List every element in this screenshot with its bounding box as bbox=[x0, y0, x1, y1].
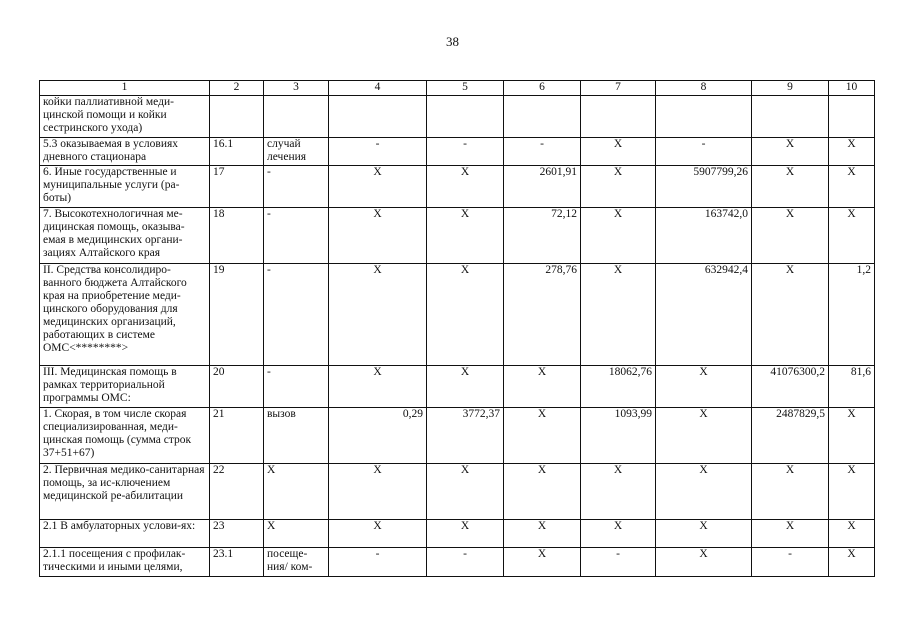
table-cell: X bbox=[656, 366, 752, 408]
page-number: 38 bbox=[446, 34, 459, 49]
header-cell: 6 bbox=[504, 81, 581, 96]
table-cell: X bbox=[829, 166, 875, 208]
table-cell: X bbox=[829, 520, 875, 548]
table-cell: 16.1 bbox=[210, 138, 264, 166]
table-cell: X bbox=[504, 408, 581, 464]
table-cell: - bbox=[656, 138, 752, 166]
table-row bbox=[40, 138, 875, 166]
table-cell: X bbox=[752, 166, 829, 208]
table-cell bbox=[504, 96, 581, 138]
table-cell: X bbox=[427, 166, 504, 208]
table-row bbox=[40, 166, 875, 208]
table-cell: X bbox=[752, 464, 829, 520]
table-cell: X bbox=[329, 366, 427, 408]
row-label: койки паллиативной меди-цинской помощи и койки сестринского ухода) bbox=[40, 96, 210, 138]
table-cell: X bbox=[752, 138, 829, 166]
table-cell: 0,29 bbox=[329, 408, 427, 464]
table-cell: - bbox=[329, 548, 427, 577]
table-cell: 1,2 bbox=[829, 264, 875, 366]
table-cell: X bbox=[656, 548, 752, 577]
row-label: II. Средства консолидиро-ванного бюджета Алтайского края на приобретение меди-цинского оборудования для медицинских организаций, работающих в системе ОМС<********> bbox=[40, 264, 210, 366]
table-cell: 18 bbox=[210, 208, 264, 264]
table-cell: посеще-ния/ ком- bbox=[264, 548, 329, 577]
table-cell: X bbox=[656, 408, 752, 464]
table-row bbox=[40, 208, 875, 264]
row-label: 6. Иные государственные и муниципальные услуги (ра-боты) bbox=[40, 166, 210, 208]
table-cell: - bbox=[427, 548, 504, 577]
header-row bbox=[40, 81, 875, 96]
table-cell: X bbox=[581, 464, 656, 520]
table-cell: X bbox=[829, 464, 875, 520]
data-table bbox=[39, 80, 875, 577]
table-cell: X bbox=[656, 520, 752, 548]
table-cell bbox=[264, 96, 329, 138]
header-cell: 10 bbox=[829, 81, 875, 96]
table-cell: X bbox=[427, 520, 504, 548]
table-cell: 23 bbox=[210, 520, 264, 548]
row-label: III. Медицинская помощь в рамках территориальной программы ОМС: bbox=[40, 366, 210, 408]
table-cell: X bbox=[264, 520, 329, 548]
table-cell: X bbox=[504, 548, 581, 577]
table-cell: X bbox=[829, 408, 875, 464]
table-cell: - bbox=[329, 138, 427, 166]
table-cell: вызов bbox=[264, 408, 329, 464]
table-row bbox=[40, 408, 875, 464]
table-cell: X bbox=[329, 208, 427, 264]
table-cell: - bbox=[264, 208, 329, 264]
table-cell: X bbox=[427, 464, 504, 520]
table-cell bbox=[329, 96, 427, 138]
table-cell bbox=[656, 96, 752, 138]
table-row bbox=[40, 464, 875, 520]
table-cell: 19 bbox=[210, 264, 264, 366]
table-cell bbox=[427, 96, 504, 138]
table-row bbox=[40, 366, 875, 408]
table-cell: 3772,37 bbox=[427, 408, 504, 464]
table-cell: - bbox=[581, 548, 656, 577]
table-cell: 18062,76 bbox=[581, 366, 656, 408]
table-cell: - bbox=[264, 366, 329, 408]
row-label: 1. Скорая, в том числе скорая специализированная, меди-цинская помощь (сумма строк 37+51+67) bbox=[40, 408, 210, 464]
table-cell bbox=[210, 96, 264, 138]
table-cell: X bbox=[264, 464, 329, 520]
table-cell bbox=[581, 96, 656, 138]
table-cell: X bbox=[504, 520, 581, 548]
table-cell: случай лечения bbox=[264, 138, 329, 166]
table-cell: 163742,0 bbox=[656, 208, 752, 264]
table-cell: X bbox=[427, 208, 504, 264]
table-cell bbox=[752, 96, 829, 138]
table-cell: X bbox=[329, 464, 427, 520]
table-cell: 1093,99 bbox=[581, 408, 656, 464]
table-row bbox=[40, 548, 875, 577]
table-cell: X bbox=[329, 264, 427, 366]
table-cell: 41076300,2 bbox=[752, 366, 829, 408]
table-cell: - bbox=[427, 138, 504, 166]
table-cell: X bbox=[752, 264, 829, 366]
table-cell: X bbox=[829, 138, 875, 166]
table-cell: X bbox=[581, 208, 656, 264]
header-cell: 1 bbox=[40, 81, 210, 96]
table-cell: 21 bbox=[210, 408, 264, 464]
table-cell: 632942,4 bbox=[656, 264, 752, 366]
table-cell: X bbox=[829, 208, 875, 264]
row-label: 7. Высокотехнологичная ме-дицинская помощь, оказыва-емая в медицинских органи-зациях Алтайского края bbox=[40, 208, 210, 264]
header-cell: 5 bbox=[427, 81, 504, 96]
header-cell: 9 bbox=[752, 81, 829, 96]
table-cell: 5907799,26 bbox=[656, 166, 752, 208]
table-cell: X bbox=[427, 366, 504, 408]
header-cell: 4 bbox=[329, 81, 427, 96]
table-cell: X bbox=[752, 520, 829, 548]
table-cell: 23.1 bbox=[210, 548, 264, 577]
table-cell: - bbox=[752, 548, 829, 577]
table-cell: - bbox=[264, 166, 329, 208]
table-cell: - bbox=[264, 264, 329, 366]
table-row bbox=[40, 520, 875, 548]
table-cell: X bbox=[656, 464, 752, 520]
row-label: 2. Первичная медико-санитарная помощь, за ис-ключением медицинской ре-абилитации bbox=[40, 464, 210, 520]
table-cell: X bbox=[581, 264, 656, 366]
table-cell: X bbox=[581, 520, 656, 548]
table-cell: 72,12 bbox=[504, 208, 581, 264]
table-cell: 81,6 bbox=[829, 366, 875, 408]
table-cell: - bbox=[504, 138, 581, 166]
table-cell: X bbox=[427, 264, 504, 366]
table-cell: X bbox=[504, 366, 581, 408]
table-cell: 22 bbox=[210, 464, 264, 520]
table-cell: X bbox=[329, 166, 427, 208]
table-cell: 20 bbox=[210, 366, 264, 408]
table-cell: X bbox=[752, 208, 829, 264]
table-cell bbox=[829, 96, 875, 138]
table-cell: X bbox=[829, 548, 875, 577]
header-cell: 8 bbox=[656, 81, 752, 96]
table-cell: 278,76 bbox=[504, 264, 581, 366]
table-cell: X bbox=[581, 138, 656, 166]
header-cell: 7 bbox=[581, 81, 656, 96]
table-row bbox=[40, 96, 875, 138]
row-label: 5.3 оказываемая в условиях дневного стационара bbox=[40, 138, 210, 166]
table-cell: 17 bbox=[210, 166, 264, 208]
table-row bbox=[40, 264, 875, 366]
header-cell: 3 bbox=[264, 81, 329, 96]
table-cell: 2601,91 bbox=[504, 166, 581, 208]
table-cell: X bbox=[329, 520, 427, 548]
table-cell: X bbox=[581, 166, 656, 208]
table-cell: X bbox=[504, 464, 581, 520]
header-cell: 2 bbox=[210, 81, 264, 96]
row-label: 2.1 В амбулаторных услови-ях: bbox=[40, 520, 210, 548]
row-label: 2.1.1 посещения с профилак-тическими и иными целями, bbox=[40, 548, 210, 577]
table-cell: 2487829,5 bbox=[752, 408, 829, 464]
